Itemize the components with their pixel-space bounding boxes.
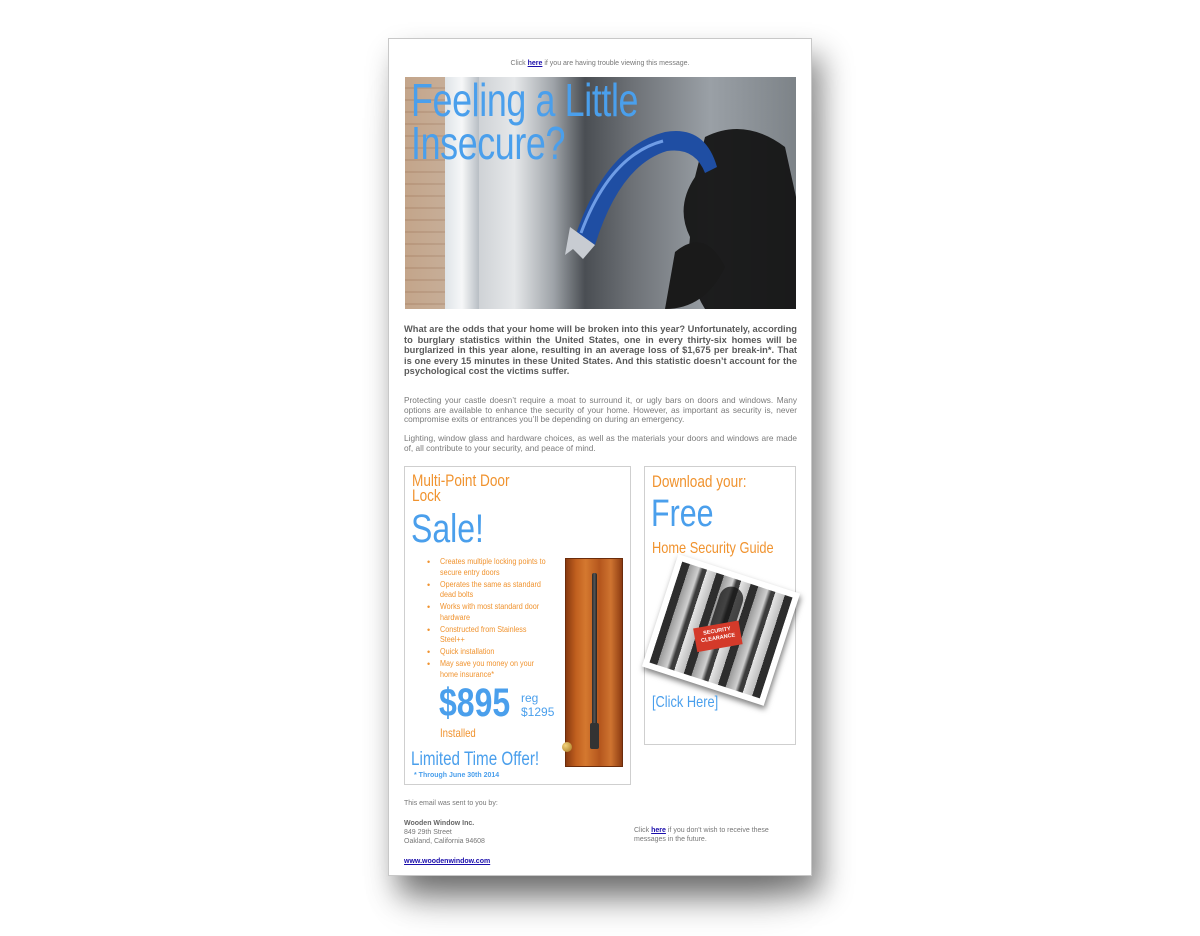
body-paragraph-2: Lighting, window glass and hardware choices, as well as the materials your doors and windows are made of, all contribute to your security, and peace of mind. xyxy=(404,433,797,453)
list-item: • May save you money on your home insurance* xyxy=(427,659,557,680)
regular-price: reg $1295 xyxy=(521,691,555,719)
installed-label: Installed xyxy=(440,726,476,740)
email-body xyxy=(388,38,812,876)
website-link-wrap xyxy=(404,857,490,866)
list-item: • Operates the same as standard dead bolts xyxy=(427,580,557,601)
company-address: Wooden Window Inc. 849 29th Street Oakland, California 94608 xyxy=(404,820,485,845)
security-clearance-tag: SECURITY CLEARANCE xyxy=(693,621,742,653)
security-guide-offer[interactable] xyxy=(644,466,796,745)
body-paragraph-1: Protecting your castle doesn’t require a moat to surround it, or ugly bars on doors and windows. Many options are available to enhance the security of your home. However, as important as security is, never compromise exits or entrances you’ll be depending on during an emergency. xyxy=(404,395,797,424)
unsubscribe-link[interactable]: here xyxy=(651,827,666,834)
hero-image xyxy=(405,77,796,309)
intro-paragraph: What are the odds that your home will be broken into this year? Unfortunately, according to burglary statistics within the United States, one in every thirty-six homes will be burglarized in this year alone, resulting in an average loss of $1,675 per break-in*. That is one every 15 minutes in these United States. And this statistic doesn’t account for the psychological cost the victims suffer. xyxy=(404,324,797,377)
sale-heading: Sale! xyxy=(411,507,484,551)
sent-by-label: This email was sent to you by: xyxy=(404,800,498,807)
website-link[interactable]: www.woodenwindow.com xyxy=(404,858,491,865)
download-guide-link[interactable]: [Click Here] xyxy=(652,694,719,711)
view-online-link[interactable]: here xyxy=(527,60,543,67)
list-item: • Quick installation xyxy=(427,647,557,658)
feature-list xyxy=(427,557,557,682)
list-item: • Creates multiple locking points to secure entry doors xyxy=(427,557,557,578)
sale-price: $895 xyxy=(439,681,511,725)
list-item: • Works with most standard door hardware xyxy=(427,602,557,623)
unsubscribe-notice: Click here if you don't wish to receive these messages in the future. xyxy=(634,827,769,843)
download-label: Download your: xyxy=(652,472,747,491)
offer-title: Multi-Point Door Lock xyxy=(412,471,510,505)
view-trouble-notice: Click here if you are having trouble viewing this message. xyxy=(510,60,690,67)
guide-booklet-image[interactable] xyxy=(642,554,800,706)
door-lock-offer[interactable] xyxy=(404,466,631,785)
limited-offer: Limited Time Offer! xyxy=(411,749,540,770)
door-lock-image xyxy=(565,558,623,767)
list-item: • Constructed from Stainless Steel++ xyxy=(427,625,557,646)
offer-expiry: * Through June 30th 2014 xyxy=(414,772,500,779)
free-heading: Free xyxy=(651,493,714,535)
hero-headline: Feeling a Little Insecure? xyxy=(411,77,639,169)
guide-title: Home Security Guide xyxy=(652,540,774,557)
